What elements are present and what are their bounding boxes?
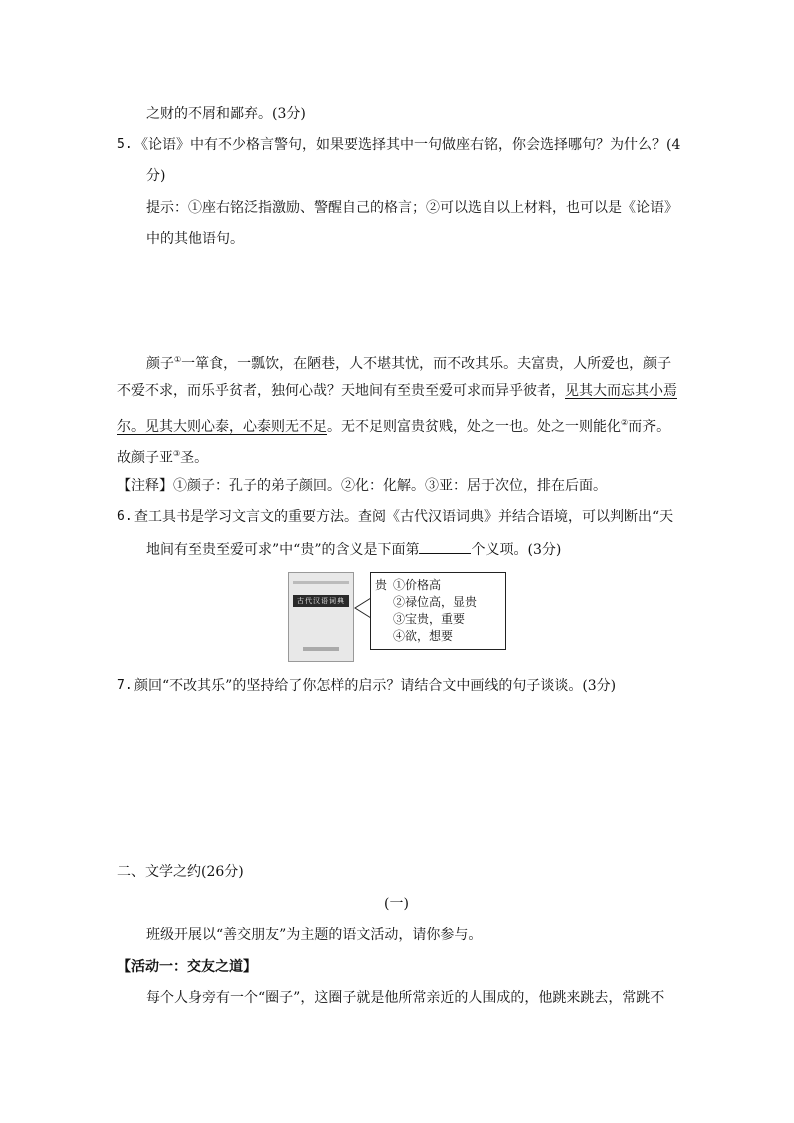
underlined-sentence: 尔。见其大则心泰，心泰则无不足	[117, 419, 327, 435]
footnote-marker: ①	[174, 355, 182, 364]
question-6-text-cont	[146, 539, 561, 560]
passage-text: 不爱不求，而乐乎贫者，独何心哉？天地间有至贵至爱可求而异乎彼者，	[117, 383, 565, 399]
question-6-number: 6.	[117, 509, 133, 524]
passage-line-3	[117, 413, 670, 437]
passage-text: 。无不足则富贵贫贱，处之一也。处之一则能化	[327, 419, 621, 435]
underlined-sentence: 见其大而忘其小焉	[565, 383, 677, 399]
activity-intro: 班级开展以“善交朋友”为主题的语文活动，请你参与。	[146, 927, 483, 943]
passage-text: 圣。	[180, 450, 209, 466]
question-7-number: 7.	[117, 678, 133, 693]
passage-text: 一箪食，一瓢饮，在陋巷，人不堪其忧，而不改其乐。夫富贵，人所爱也，颜子	[181, 356, 672, 372]
question-5-text-cont: 分)	[146, 168, 166, 184]
passage-line-2	[117, 381, 677, 401]
dictionary-book-image	[288, 572, 354, 662]
book-publisher-mark	[303, 647, 339, 651]
activity-1-heading: 【活动一：交友之道】	[117, 959, 257, 975]
hint-text-cont: 中的其他语句。	[146, 231, 244, 247]
sense-1: ①价格高	[393, 578, 442, 592]
sense-3: ③宝贵，重要	[393, 612, 466, 626]
book-title: 古代汉语词典	[293, 595, 349, 607]
headword: 贵	[375, 578, 388, 592]
section-2-heading: 二、文学之约(26分)	[117, 864, 244, 880]
question-6-text-part: 地间有至贵至爱可求”中“贵”的含义是下面第	[146, 542, 420, 558]
sense-4: ④欲，想要	[393, 629, 454, 643]
subsection-heading: (一)	[384, 896, 409, 912]
passage-text: 故颜子亚	[117, 450, 173, 466]
sense-2: ②禄位高，显贵	[393, 595, 478, 609]
question-7-text: 颜回“不改其乐”的坚持给了你怎样的启示？请结合文中画线的句子谈谈。(3分)	[134, 678, 617, 694]
activity-1-text: 每个人身旁有一个“圈子”，这圈子就是他所常亲近的人围成的，他跳来跳去，常跳不	[146, 990, 665, 1006]
passage-text: 而齐。	[628, 419, 671, 435]
dictionary-entry-callout	[370, 572, 506, 650]
question-6-text-part: 个义项。(3分)	[471, 542, 562, 558]
footnote-marker: ②	[621, 418, 629, 427]
answer-prompt-line: 之财的不屑和鄙弃。(3分)	[146, 106, 306, 122]
answer-blank[interactable]	[419, 539, 471, 554]
passage-line-1	[146, 350, 671, 374]
footnote-marker: ③	[173, 449, 181, 458]
annotation-note: 【注释】①颜子：孔子的弟子颜回。②化：化解。③亚：居于次位，排在后面。	[117, 478, 607, 494]
passage-line-4	[117, 444, 208, 468]
passage-text: 颜子	[146, 356, 174, 372]
question-6-text: 查工具书是学习文言文的重要方法。查阅《古代汉语词典》并结合语境，可以判断出“天	[134, 509, 674, 525]
hint-text: 提示：①座右铭泛指激励、警醒自己的格言；②可以选自以上材料，也可以是《论语》	[146, 200, 678, 216]
book-decoration	[293, 581, 349, 584]
question-5-number: 5.	[117, 137, 133, 152]
question-5-text: 《论语》中有不少格言警句，如果要选择其中一句做座右铭，你会选择哪句？为什么？(4	[134, 137, 681, 153]
